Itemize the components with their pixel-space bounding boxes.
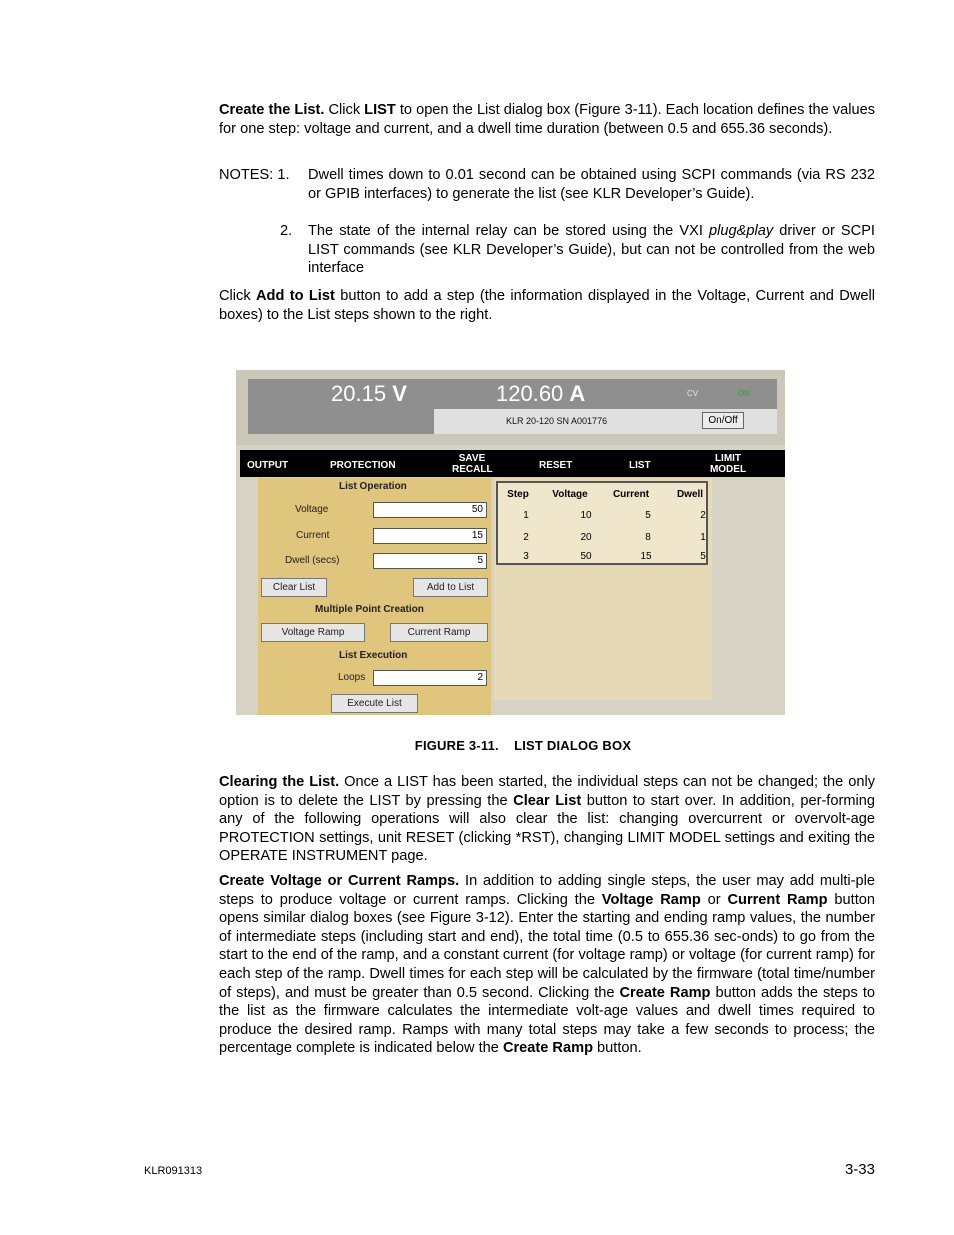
text: button to start over. In addition, per-forming any of the following operations will also clear the list: changing overcurrent or overvolt-age PROTECTION settings, unit RESET (clicking *RST), changing LIMIT MODEL settings and exiting the OPERATE INSTRUMENT page. xyxy=(219,792,875,865)
text: button to add a step (the information displayed in the Voltage, Current and Dwell boxes) to the List steps shown to the right. xyxy=(219,288,875,323)
menu-limit: LIMIT xyxy=(714,453,742,464)
table-cell: 20 xyxy=(580,532,592,543)
menu-reset[interactable]: RESET xyxy=(539,460,573,471)
paragraph-add-to-list xyxy=(219,287,875,324)
bold-add-to-list: Add to List xyxy=(256,288,335,304)
text: Once a LIST has been started, the individual steps can not be changed; the only option is to delete the LIST by pressing the xyxy=(219,774,875,809)
table-cell: 50 xyxy=(580,551,592,562)
loops-label: Loops xyxy=(338,672,366,683)
bold-create-ramp: Create Ramp xyxy=(619,984,711,1001)
dwell-label: Dwell (secs) xyxy=(285,555,340,566)
menu-recall: RECALL xyxy=(452,464,493,475)
menu-bar xyxy=(240,450,785,477)
paragraph-create-list xyxy=(219,101,875,138)
table-cell: 5 xyxy=(700,551,706,562)
table-cell: 2 xyxy=(523,532,529,543)
menu-save-recall[interactable] xyxy=(452,453,492,475)
list-dialog-figure xyxy=(236,370,785,715)
current-unit: A xyxy=(569,381,586,406)
voltage-value: 20.15 xyxy=(331,381,387,406)
text: button. xyxy=(592,1040,642,1057)
page-number: 3-33 xyxy=(844,1161,875,1178)
note-1: Dwell times down to 0.01 second can be obtained using SCPI commands (via RS 232 or GPIB interfaces) to generate the list (see KLR Developer’s Guide). xyxy=(308,167,875,202)
status-panel xyxy=(236,370,785,445)
voltage-input[interactable]: 50 xyxy=(373,502,487,518)
note-2-number: 2. xyxy=(280,223,293,239)
text: In addition to adding single steps, the user may add multi-ple steps to produce voltage or current ramps. Clicking the xyxy=(219,873,875,908)
text: button opens similar dialog boxes (see Figure 3-12). Enter the starting and ending ramp values, the number of intermediate steps (including start and end), the total time (0.5 to 655.36 sec-onds) to go from the start to the end of the ramp, and a constant current (for voltage ramp) or voltage (for current ramp) for each step of the ramp. Dwell times for each step will be calculated by the firmware (total time/number of steps), and must be greater than 0.5 second. Clicking the xyxy=(219,891,875,1001)
voltage-label: Voltage xyxy=(295,504,329,515)
current-input[interactable]: 15 xyxy=(373,528,487,544)
table-cell: 15 xyxy=(640,551,652,562)
bold-create-ramp: Create Ramp xyxy=(502,1040,593,1057)
list-steps-panel xyxy=(494,478,712,700)
clear-list-button[interactable]: Clear List xyxy=(261,578,327,597)
voltage-ramp-button[interactable]: Voltage Ramp xyxy=(261,623,365,642)
bold-current-ramp: Current Ramp xyxy=(727,891,828,908)
current-value: 120.60 xyxy=(496,381,564,406)
loops-input[interactable]: 2 xyxy=(373,670,487,686)
table-header-step: Step xyxy=(507,489,529,500)
add-to-list-button[interactable]: Add to List xyxy=(413,578,488,597)
current-label: Current xyxy=(296,530,330,541)
model-bar xyxy=(434,409,777,434)
heading-create-list: Create the List. xyxy=(219,102,325,118)
list-operation-heading: List Operation xyxy=(339,481,407,492)
current-readout xyxy=(496,381,585,407)
menu-protection[interactable]: PROTECTION xyxy=(330,460,396,471)
on-indicator: ON xyxy=(738,389,750,398)
text: Click xyxy=(324,102,365,118)
bold-list: LIST xyxy=(364,102,396,118)
table-header-voltage: Voltage xyxy=(552,489,588,500)
menu-list[interactable]: LIST xyxy=(629,460,651,471)
note-2 xyxy=(308,222,875,278)
list-operation-panel xyxy=(258,478,491,715)
list-steps-table xyxy=(496,481,708,565)
figure-caption: FIGURE 3-11. LIST DIALOG BOX xyxy=(414,738,632,753)
table-cell: 3 xyxy=(523,551,529,562)
dwell-input[interactable]: 5 xyxy=(373,553,487,569)
model-serial: KLR 20-120 SN A001776 xyxy=(506,416,608,426)
heading-clearing-list: Clearing the List. xyxy=(219,774,340,790)
voltage-unit: V xyxy=(392,381,407,406)
heading-create-ramps: Create Voltage or Current Ramps. xyxy=(219,873,460,889)
text: to open the List dialog box (Figure 3-11). Each location defines the values for one step: voltage and current, and a dwell time duration (between 0.5 and 655.36 seconds). xyxy=(219,102,875,137)
list-execution-heading: List Execution xyxy=(339,650,408,661)
table-cell: 2 xyxy=(700,510,706,521)
text: The state of the internal relay can be stored using the VXI xyxy=(308,223,710,239)
table-cell: 10 xyxy=(580,510,592,521)
cv-indicator: CV xyxy=(687,389,699,398)
text: Click xyxy=(219,288,256,304)
menu-save: SAVE xyxy=(458,453,486,464)
notes-label: NOTES: 1. xyxy=(219,167,290,183)
text: or xyxy=(700,891,728,908)
table-cell: 1 xyxy=(700,532,706,543)
menu-output[interactable]: OUTPUT xyxy=(247,460,289,471)
text: button adds the steps to the list as the firmware calculates the intermediate volt-age values and dwell times required to produce the desired ramp. Ramps with many total steps may take a few seconds to process; the percentage complete is indicated below the xyxy=(219,984,875,1057)
table-cell: 8 xyxy=(645,532,651,543)
footer-doc-id: KLR091313 xyxy=(144,1165,203,1177)
table-cell: 5 xyxy=(645,510,651,521)
text: driver or SCPI LIST commands (see KLR Developer’s Guide), but can not be controlled from the web interface xyxy=(308,223,875,277)
execute-list-button[interactable]: Execute List xyxy=(331,694,418,713)
readout-display xyxy=(248,379,777,434)
on-off-button[interactable]: On/Off xyxy=(702,412,744,429)
table-header-dwell: Dwell xyxy=(676,489,704,500)
multiple-point-heading: Multiple Point Creation xyxy=(315,604,424,615)
menu-model: MODEL xyxy=(709,464,747,475)
current-ramp-button[interactable]: Current Ramp xyxy=(390,623,488,642)
bold-clear-list: Clear List xyxy=(513,792,582,809)
table-cell: 1 xyxy=(523,510,529,521)
voltage-readout xyxy=(331,381,407,407)
bold-voltage-ramp: Voltage Ramp xyxy=(601,891,701,908)
paragraph-create-ramps xyxy=(219,872,875,1058)
table-header-current: Current xyxy=(612,489,650,500)
italic-text: plug&play xyxy=(709,223,774,239)
paragraph-clearing-list xyxy=(219,773,875,866)
menu-limit-model[interactable] xyxy=(706,453,750,475)
